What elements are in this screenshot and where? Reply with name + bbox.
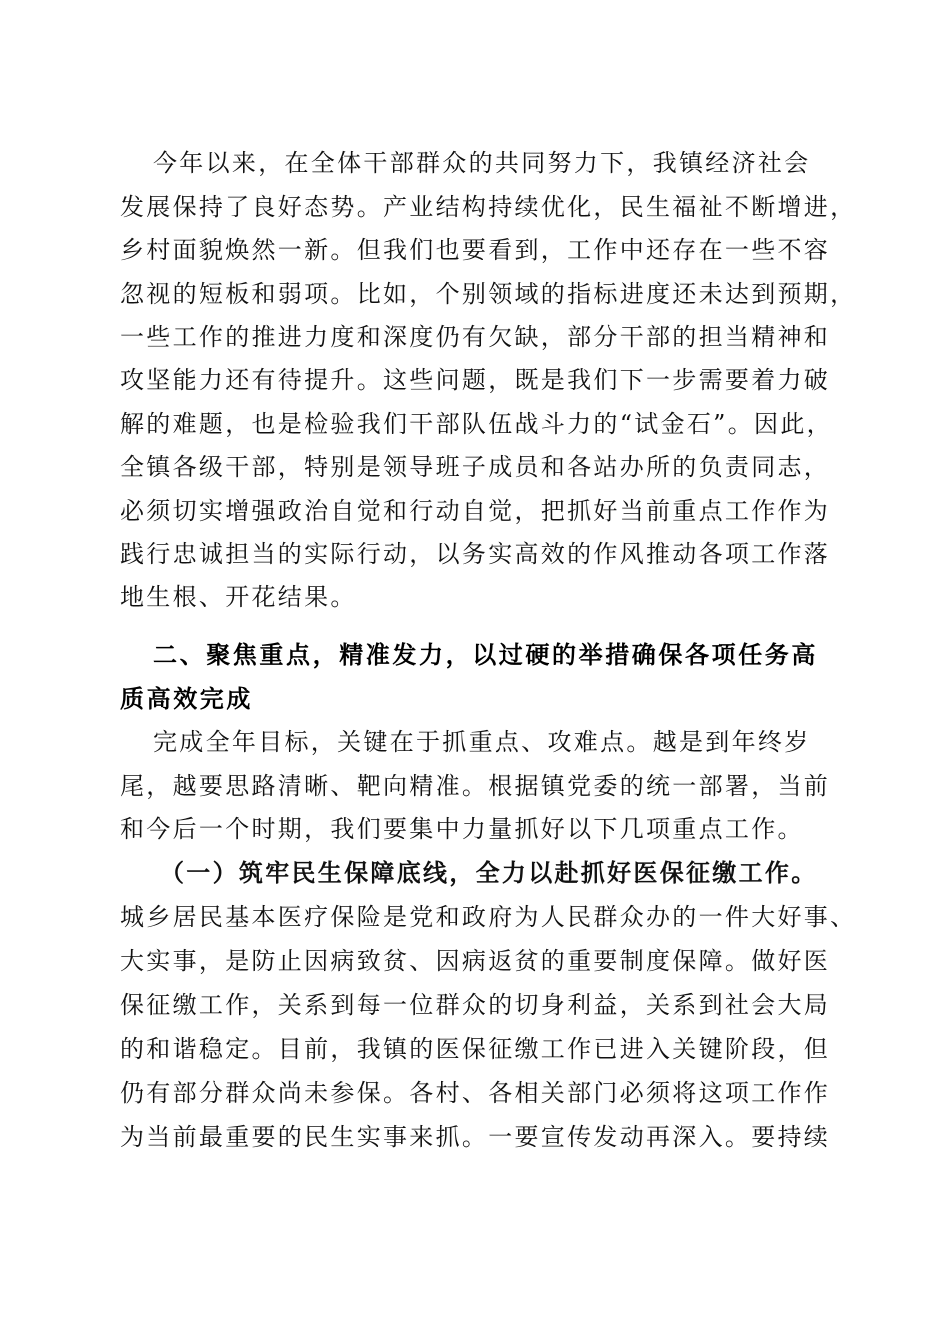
- text-line: 忽视的短板和弱项。比如，个别领域的指标进度还未达到预期，: [120, 280, 857, 308]
- heading-line: 质高效完成: [120, 685, 253, 713]
- text-line: 的和谐稳定。目前，我镇的医保征缴工作已进入关键阶段，但: [120, 1035, 831, 1063]
- text-line: 乡村面貌焕然一新。但我们也要看到，工作中还存在一些不容: [120, 236, 831, 264]
- text-line: 一些工作的推进力度和深度仍有欠缺，部分干部的担当精神和: [120, 323, 831, 351]
- text-line: 仍有部分群众尚未参保。各村、各相关部门必须将这项工作作: [120, 1079, 831, 1107]
- text-line: 发展保持了良好态势。产业结构持续优化，民生福祉不断增进，: [120, 193, 857, 221]
- text-line: 地生根、开花结果。: [120, 583, 357, 611]
- text-line: 解的难题，也是检验我们干部队伍战斗力的“试金石”。因此，: [120, 410, 833, 438]
- text-line: 今年以来，在全体干部群众的共同努力下，我镇经济社会: [153, 149, 811, 177]
- heading-line: 二、聚焦重点，精准发力，以过硬的举措确保各项任务高: [153, 641, 818, 669]
- text-line: 城乡居民基本医疗保险是党和政府为人民群众办的一件大好事、: [120, 903, 857, 931]
- text-line: 大实事，是防止因病致贫、因病返贫的重要制度保障。做好医: [120, 947, 831, 975]
- text-line: 保征缴工作，关系到每一位群众的切身利益，关系到社会大局: [120, 991, 831, 1019]
- text-line: 完成全年目标，关键在于抓重点、攻难点。越是到年终岁: [153, 728, 811, 756]
- text-line: 必须切实增强政治自觉和行动自觉，把抓好当前重点工作作为: [120, 497, 831, 525]
- text-line: 全镇各级干部，特别是领导班子成员和各站办所的负责同志，: [120, 453, 831, 481]
- text-line: 践行忠诚担当的实际行动，以务实高效的作风推动各项工作落: [120, 540, 831, 568]
- text-line: 为当前最重要的民生实事来抓。一要宣传发动再深入。要持续: [120, 1123, 831, 1151]
- text-line: 尾，越要思路清晰、靶向精准。根据镇党委的统一部署，当前: [120, 772, 831, 800]
- text-line: 和今后一个时期，我们要集中力量抓好以下几项重点工作。: [120, 815, 804, 843]
- text-line: 攻坚能力还有待提升。这些问题，既是我们下一步需要着力破: [120, 366, 831, 394]
- subheading: （一）筑牢民生保障底线，全力以赴抓好医保征缴工作。: [160, 858, 818, 887]
